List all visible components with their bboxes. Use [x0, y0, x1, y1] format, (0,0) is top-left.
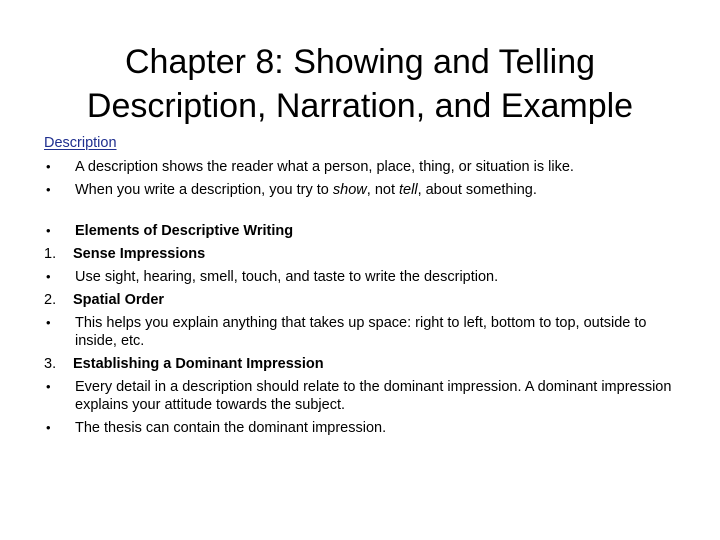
- number-marker: 1.: [44, 246, 57, 262]
- text-segment: When you write a description, you try to: [75, 182, 333, 198]
- numbered-item: [44, 245, 684, 263]
- numbered-text: Establishing a Dominant Impression: [73, 356, 324, 372]
- bullet-item: [44, 158, 684, 176]
- emphasis-show: show: [332, 182, 367, 198]
- number-marker: 2.: [44, 292, 57, 308]
- bullet-text: A description shows the reader what a person, place, thing, or situation is like.: [75, 159, 574, 175]
- numbered-text: Sense Impressions: [73, 246, 206, 262]
- numbered-item: [44, 291, 684, 309]
- bullet-marker: •: [46, 420, 51, 435]
- numbered-text: Spatial Order: [73, 292, 165, 308]
- bullet-item: [44, 181, 684, 199]
- slide-title: [36, 40, 684, 128]
- bullet-marker: •: [46, 315, 51, 330]
- bullet-text: Every detail in a description should relate to the dominant impression. A dominant impression explains your attitude towards the subject.: [75, 379, 672, 413]
- bullet-item: [44, 222, 684, 240]
- bullet-marker: •: [46, 379, 51, 394]
- emphasis-tell: tell: [399, 182, 418, 198]
- numbered-item: [44, 355, 684, 373]
- title-line-2: Description, Narration, and Example: [86, 87, 634, 125]
- bullet-item: [44, 378, 684, 414]
- bullet-item: [44, 314, 684, 350]
- title-line-1: Chapter 8: Showing and Telling: [124, 43, 596, 81]
- bullet-text: [75, 181, 684, 199]
- text-segment: , not: [366, 182, 400, 198]
- bullet-text: Use sight, hearing, smell, touch, and taste to write the description.: [75, 269, 499, 285]
- text-segment: , about something.: [417, 182, 537, 198]
- bullet-marker: •: [46, 223, 51, 238]
- bullet-marker: •: [46, 159, 51, 174]
- section-heading: Description: [44, 135, 117, 151]
- bullet-text: This helps you explain anything that takes up space: right to left, bottom to top, outside to inside, etc.: [75, 315, 647, 349]
- bullet-marker: •: [46, 182, 51, 197]
- bullet-text: Elements of Descriptive Writing: [75, 223, 294, 239]
- number-marker: 3.: [44, 356, 57, 372]
- bullet-item: [44, 419, 684, 437]
- bullet-text: The thesis can contain the dominant impression.: [75, 420, 387, 436]
- bullet-item: [44, 268, 684, 286]
- bullet-marker: •: [46, 269, 51, 284]
- slide-body: [44, 134, 684, 437]
